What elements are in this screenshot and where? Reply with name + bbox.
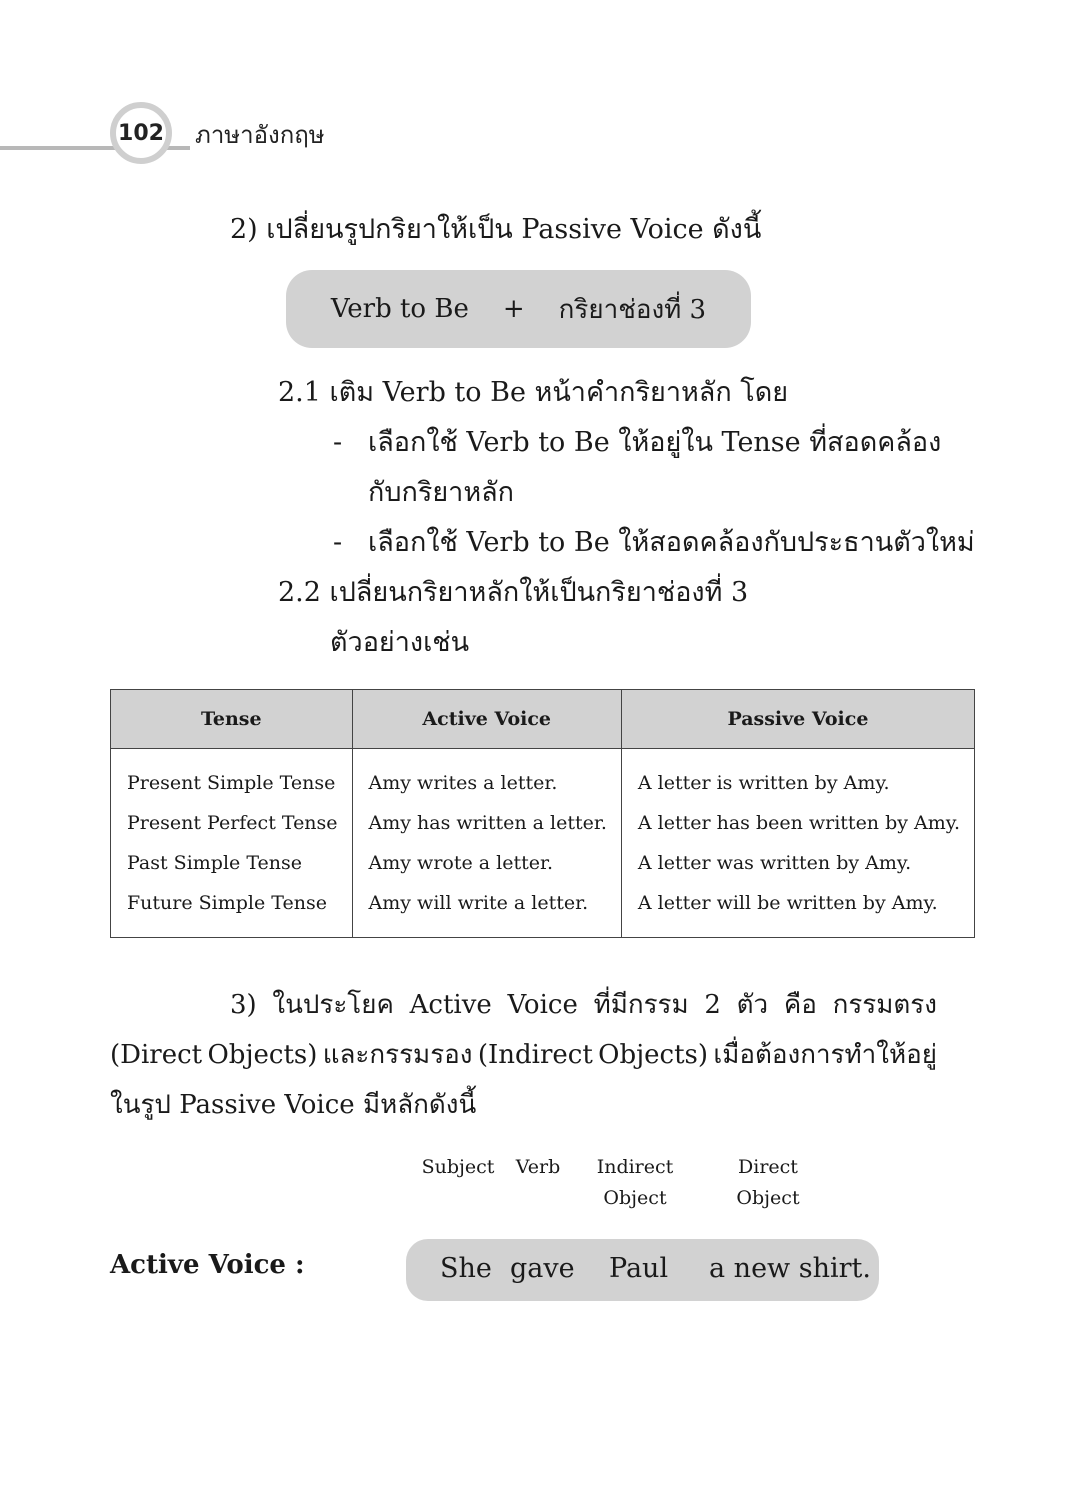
word: Active <box>409 990 492 1020</box>
word: 2 <box>704 990 721 1020</box>
bullet2-mark: - <box>333 527 343 558</box>
tense-cell: Present Simple Tense <box>127 772 336 794</box>
label-indirect: Indirect <box>596 1156 674 1178</box>
word: กรรมตรง <box>832 990 937 1020</box>
col-header-passive: Passive Voice <box>621 690 974 749</box>
label-direct-object: Object <box>736 1187 800 1209</box>
word: Voice <box>507 990 578 1020</box>
active-cell: Amy wrote a letter. <box>368 852 553 874</box>
formula-left: Verb to Be <box>330 294 469 324</box>
example-indirect-object: Paul <box>609 1253 669 1284</box>
formula-plus: + <box>502 294 525 324</box>
col-header-active: Active Voice <box>352 690 621 749</box>
active-voice-label: Active Voice : <box>110 1250 305 1280</box>
formula-right: กริยาช่องที่ 3 <box>558 294 707 325</box>
word: คือ <box>783 990 817 1020</box>
active-cell: Amy has written a letter. <box>368 812 607 834</box>
voice-table <box>110 689 975 938</box>
word: (Indirect <box>477 1040 593 1070</box>
example-verb: gave <box>510 1253 575 1284</box>
word: Objects) <box>598 1040 709 1070</box>
word: ที่มีกรรม <box>593 990 689 1020</box>
passive-cell: A letter is written by Amy. <box>637 772 890 794</box>
word: 3) <box>230 990 257 1020</box>
label-direct: Direct <box>738 1156 798 1178</box>
col-header-tense: Tense <box>111 690 353 749</box>
bullet2-text: เลือกใช้ Verb to Be ให้สอดคล้องกับประธานตัวใหม่ <box>368 527 975 558</box>
step3-line2 <box>110 1030 937 1080</box>
label-verb: Verb <box>515 1156 561 1178</box>
passive-cell: A letter will be written by Amy. <box>637 892 938 914</box>
word: และกรรมรอง <box>322 1040 473 1070</box>
table-header-row <box>111 690 975 749</box>
page-number-badge <box>110 102 172 164</box>
example-sentence-box <box>406 1239 879 1301</box>
active-cell: Amy writes a letter. <box>368 772 558 794</box>
tense-cell: Present Perfect Tense <box>127 812 338 834</box>
step3-line1 <box>110 980 937 1030</box>
label-indirect-object: Object <box>603 1187 667 1209</box>
step3-paragraph <box>110 980 937 1130</box>
step3-line3: ในรูป Passive Voice มีหลักดังนี้ <box>110 1090 477 1120</box>
bullet1-line1: เลือกใช้ Verb to Be ให้อยู่ใน Tense ที่สอดคล้อง <box>368 427 942 458</box>
tense-cell: Past Simple Tense <box>127 852 302 874</box>
formula-box <box>286 270 751 348</box>
word: (Direct <box>110 1040 203 1070</box>
word: Objects) <box>207 1040 318 1070</box>
example-subject: She <box>440 1253 492 1284</box>
passive-column <box>621 749 974 938</box>
table-row <box>111 749 975 938</box>
passive-cell: A letter has been written by Amy. <box>637 812 961 834</box>
bullet1-mark: - <box>333 427 343 458</box>
word: เมื่อต้องการทำให้อยู่ <box>713 1040 937 1070</box>
label-subject: Subject <box>421 1156 495 1178</box>
word: ในประโยค <box>272 990 394 1020</box>
active-cell: Amy will write a letter. <box>368 892 589 914</box>
step2-heading: 2) เปลี่ยนรูปกริยาให้เป็น Passive Voice ดังนี้ <box>230 214 762 245</box>
example-direct-object: a new shirt. <box>709 1253 871 1284</box>
example-label: ตัวอย่างเช่น <box>330 627 470 658</box>
tense-column <box>111 749 353 938</box>
running-title: ภาษาอังกฤษ <box>195 121 325 149</box>
active-column <box>352 749 621 938</box>
word: ตัว <box>736 990 769 1020</box>
passive-cell: A letter was written by Amy. <box>637 852 912 874</box>
bullet1-line2: กับกริยาหลัก <box>368 477 515 508</box>
item-2-2: 2.2 เปลี่ยนกริยาหลักให้เป็นกริยาช่องที่ 3 <box>278 577 749 608</box>
tense-cell: Future Simple Tense <box>127 892 327 914</box>
item-2-1: 2.1 เติม Verb to Be หน้าคำกริยาหลัก โดย <box>278 377 789 408</box>
page-number: 102 <box>118 120 164 146</box>
